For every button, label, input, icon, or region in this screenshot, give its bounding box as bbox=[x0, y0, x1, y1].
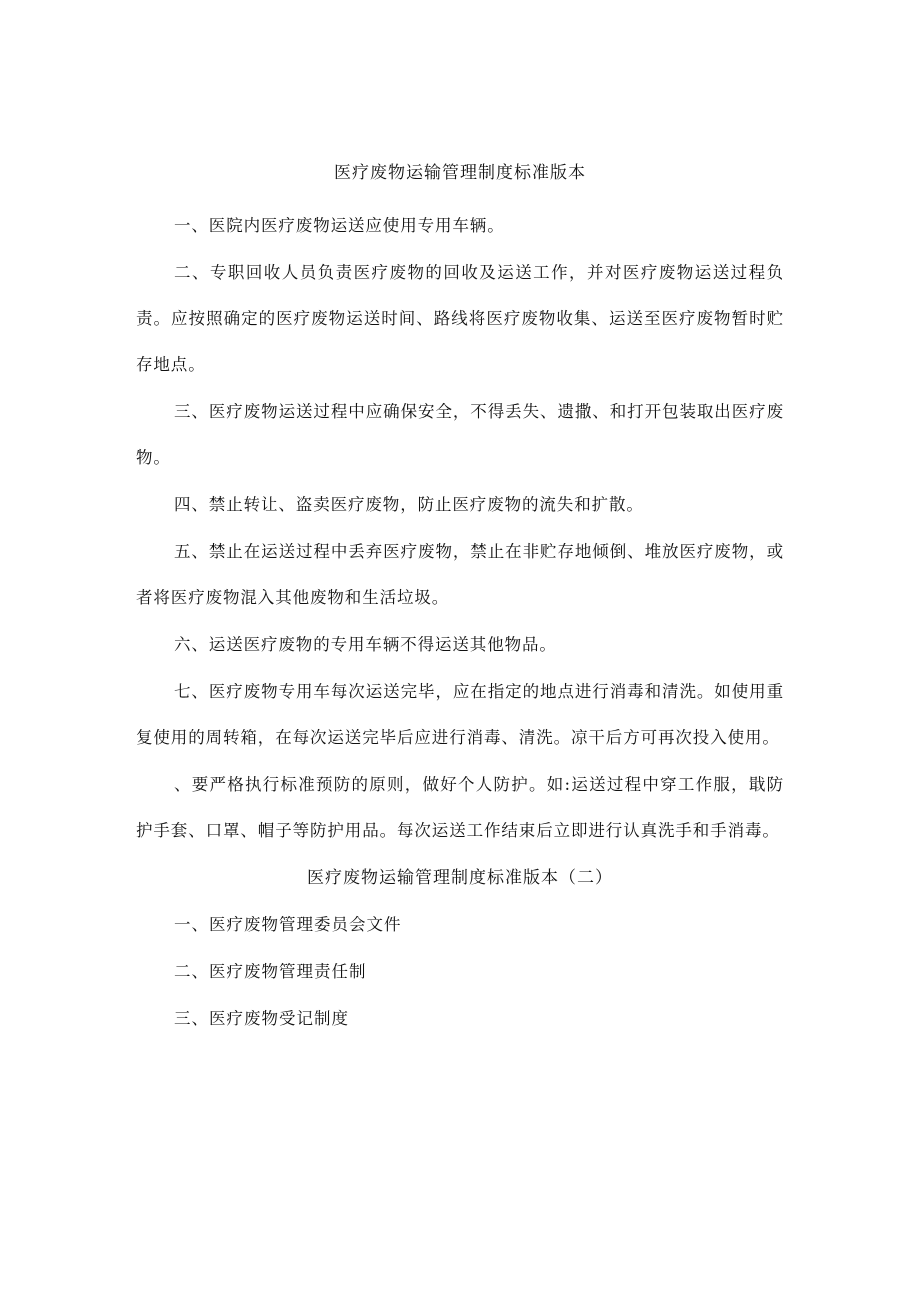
paragraph-1: 一、医院内医疗废物运送应使用专用车辆。 bbox=[174, 216, 505, 235]
list-item-2: 二、医疗废物管理责任制 bbox=[174, 962, 367, 981]
paragraph-7: 七、医疗废物专用车每次运送完毕，应在指定的地点进行消毒和清洗。如使用重复使用的周转箱，在每次运送完毕后应进行消毒、清洗。凉干后方可再次投入使用。 bbox=[136, 682, 784, 747]
paragraph-6: 六、运送医疗废物的专用车辆不得运送其他物品。 bbox=[174, 635, 557, 654]
paragraph-4: 四、禁止转让、盗卖医疗废物，防止医疗废物的流失和扩散。 bbox=[174, 495, 644, 514]
paragraph-8: 、要严格执行标准预防的原则，做好个人防护。如:运送过程中穿工作服，戢防护手套、口罩、帽子等防护用品。每次运送工作结束后立即进行认真洗手和手消毒。 bbox=[136, 775, 784, 840]
paragraph-2: 二、专职回收人员负责医疗废物的回收及运送工作，并对医疗废物运送过程负责。应按照确定的医疗废物运送时间、路线将医疗废物收集、运送至医疗废物暂时贮存地点。 bbox=[136, 263, 784, 374]
list-item-1: 一、医疗废物管理委员会文件 bbox=[174, 915, 402, 934]
section-title-2: 医疗废物运输管理制度标准版本（二） bbox=[307, 868, 613, 888]
paragraph-3: 三、医疗废物运送过程中应确保安全，不得丢失、遗撒、和打开包装取出医疗废物。 bbox=[136, 402, 784, 467]
document-title: 医疗废物运输管理制度标准版本 bbox=[334, 163, 586, 183]
document-body bbox=[136, 156, 784, 1043]
paragraph-5: 五、禁止在运送过程中丢弃医疗废物，禁止在非贮存地倾倒、堆放医疗废物，或者将医疗废物混入其他废物和生活垃圾。 bbox=[136, 542, 784, 607]
list-item-3: 三、医疗废物受记制度 bbox=[174, 1009, 349, 1028]
